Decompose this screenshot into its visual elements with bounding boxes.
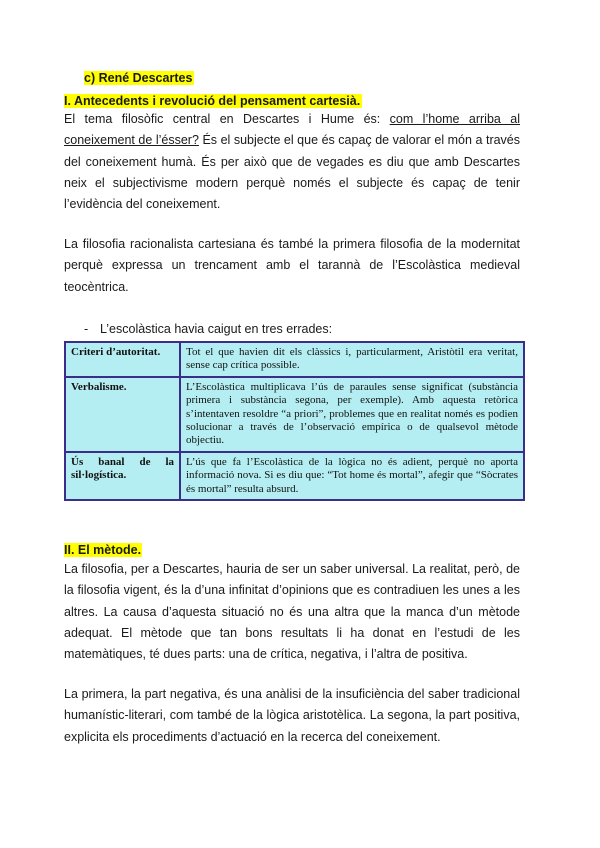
paragraph-rationalism: La filosofia racionalista cartesiana és també la primera filosofia de la modernitat perquè expressa un trencament amb el tarannà de l’Escolàstica medieval teocèntrica.: [64, 237, 520, 294]
paragraph-central-theme: [64, 109, 520, 215]
table-cell-term: Verbalisme.: [65, 377, 180, 452]
bullet-dash: -: [84, 322, 89, 336]
section-c-label: c) René Descartes: [84, 71, 193, 85]
heading-method-label: II. El mètode.: [64, 543, 142, 557]
table-row: [65, 452, 524, 500]
paragraph-central-theme-rest: És el subjecte el que és capaç de valorar el món a través del coneixement humà. És per això que de vegades es diu que amb Descartes neix el subjectivisme modern perquè només el subjecte és capaç de tenir l’evidència del coneixement.: [64, 133, 521, 212]
table-cell-term: Ús banal de la sil·logística.: [65, 452, 180, 500]
section-c-heading: [84, 70, 194, 86]
heading-method: [64, 542, 142, 558]
bullet-item-errors: [84, 321, 332, 337]
table-row: [65, 342, 524, 377]
paragraph-central-theme-lead: El tema filosòfic central en Descartes i Hume és:: [64, 112, 390, 126]
heading-antecedents: [64, 93, 362, 109]
table-cell-description: L’Escolàstica multiplicava l’ús de paraules sense significat (substància primera i substància segona, per exemple). Amb aquesta retòrica s’intentaven resoldre “a priori”, problemes que en realitat només es podien solucionar a través de l’observació empírica o de qualsevol mètode objectiu.: [180, 377, 524, 452]
bullet-text: L’escolàstica havia caigut en tres errades:: [100, 322, 333, 336]
underlined-question: com l’home arriba al coneixement de l’ésser?: [64, 112, 520, 148]
table-cell-description: Tot el que havien dit els clàssics i, particularment, Aristòtil era veritat, sense cap crítica possible.: [180, 342, 524, 377]
table-row: [65, 377, 524, 452]
table-cell-description: L’ús que fa l’Escolàstica de la lògica no és adient, perquè no aporta informació nova. Si es diu que: “Tot home és mortal”, afegir que “Sòcrates és mortal” resulta absurd.: [180, 452, 524, 500]
paragraph-method-parts: La primera, la part negativa, és una anàlisi de la insuficiència del saber tradicional humanístic-literari, com també de la lògica aristotèlica. La segona, la part positiva, explicita els procediments d’actuació en la recerca del coneixement.: [64, 687, 520, 744]
table-cell-term: Criteri d’autoritat.: [65, 342, 180, 377]
heading-antecedents-label: I. Antecedents i revolució del pensament cartesià.: [64, 94, 361, 108]
paragraph-method: La filosofia, per a Descartes, hauria de ser un saber universal. La realitat, però, de la filosofia vigent, és la d’una infinitat d’opinions que es contradiuen les unes a les altres. La causa d’aquesta situació no és una altra que la manca d’un mètode adequat. El mètode que tan bons resultats li ha donat en l’estudi de les matemàtiques, té dues parts: una de crítica, negativa, i l’altra de positiva.: [64, 562, 520, 662]
scholastic-errors-table: [64, 341, 525, 501]
